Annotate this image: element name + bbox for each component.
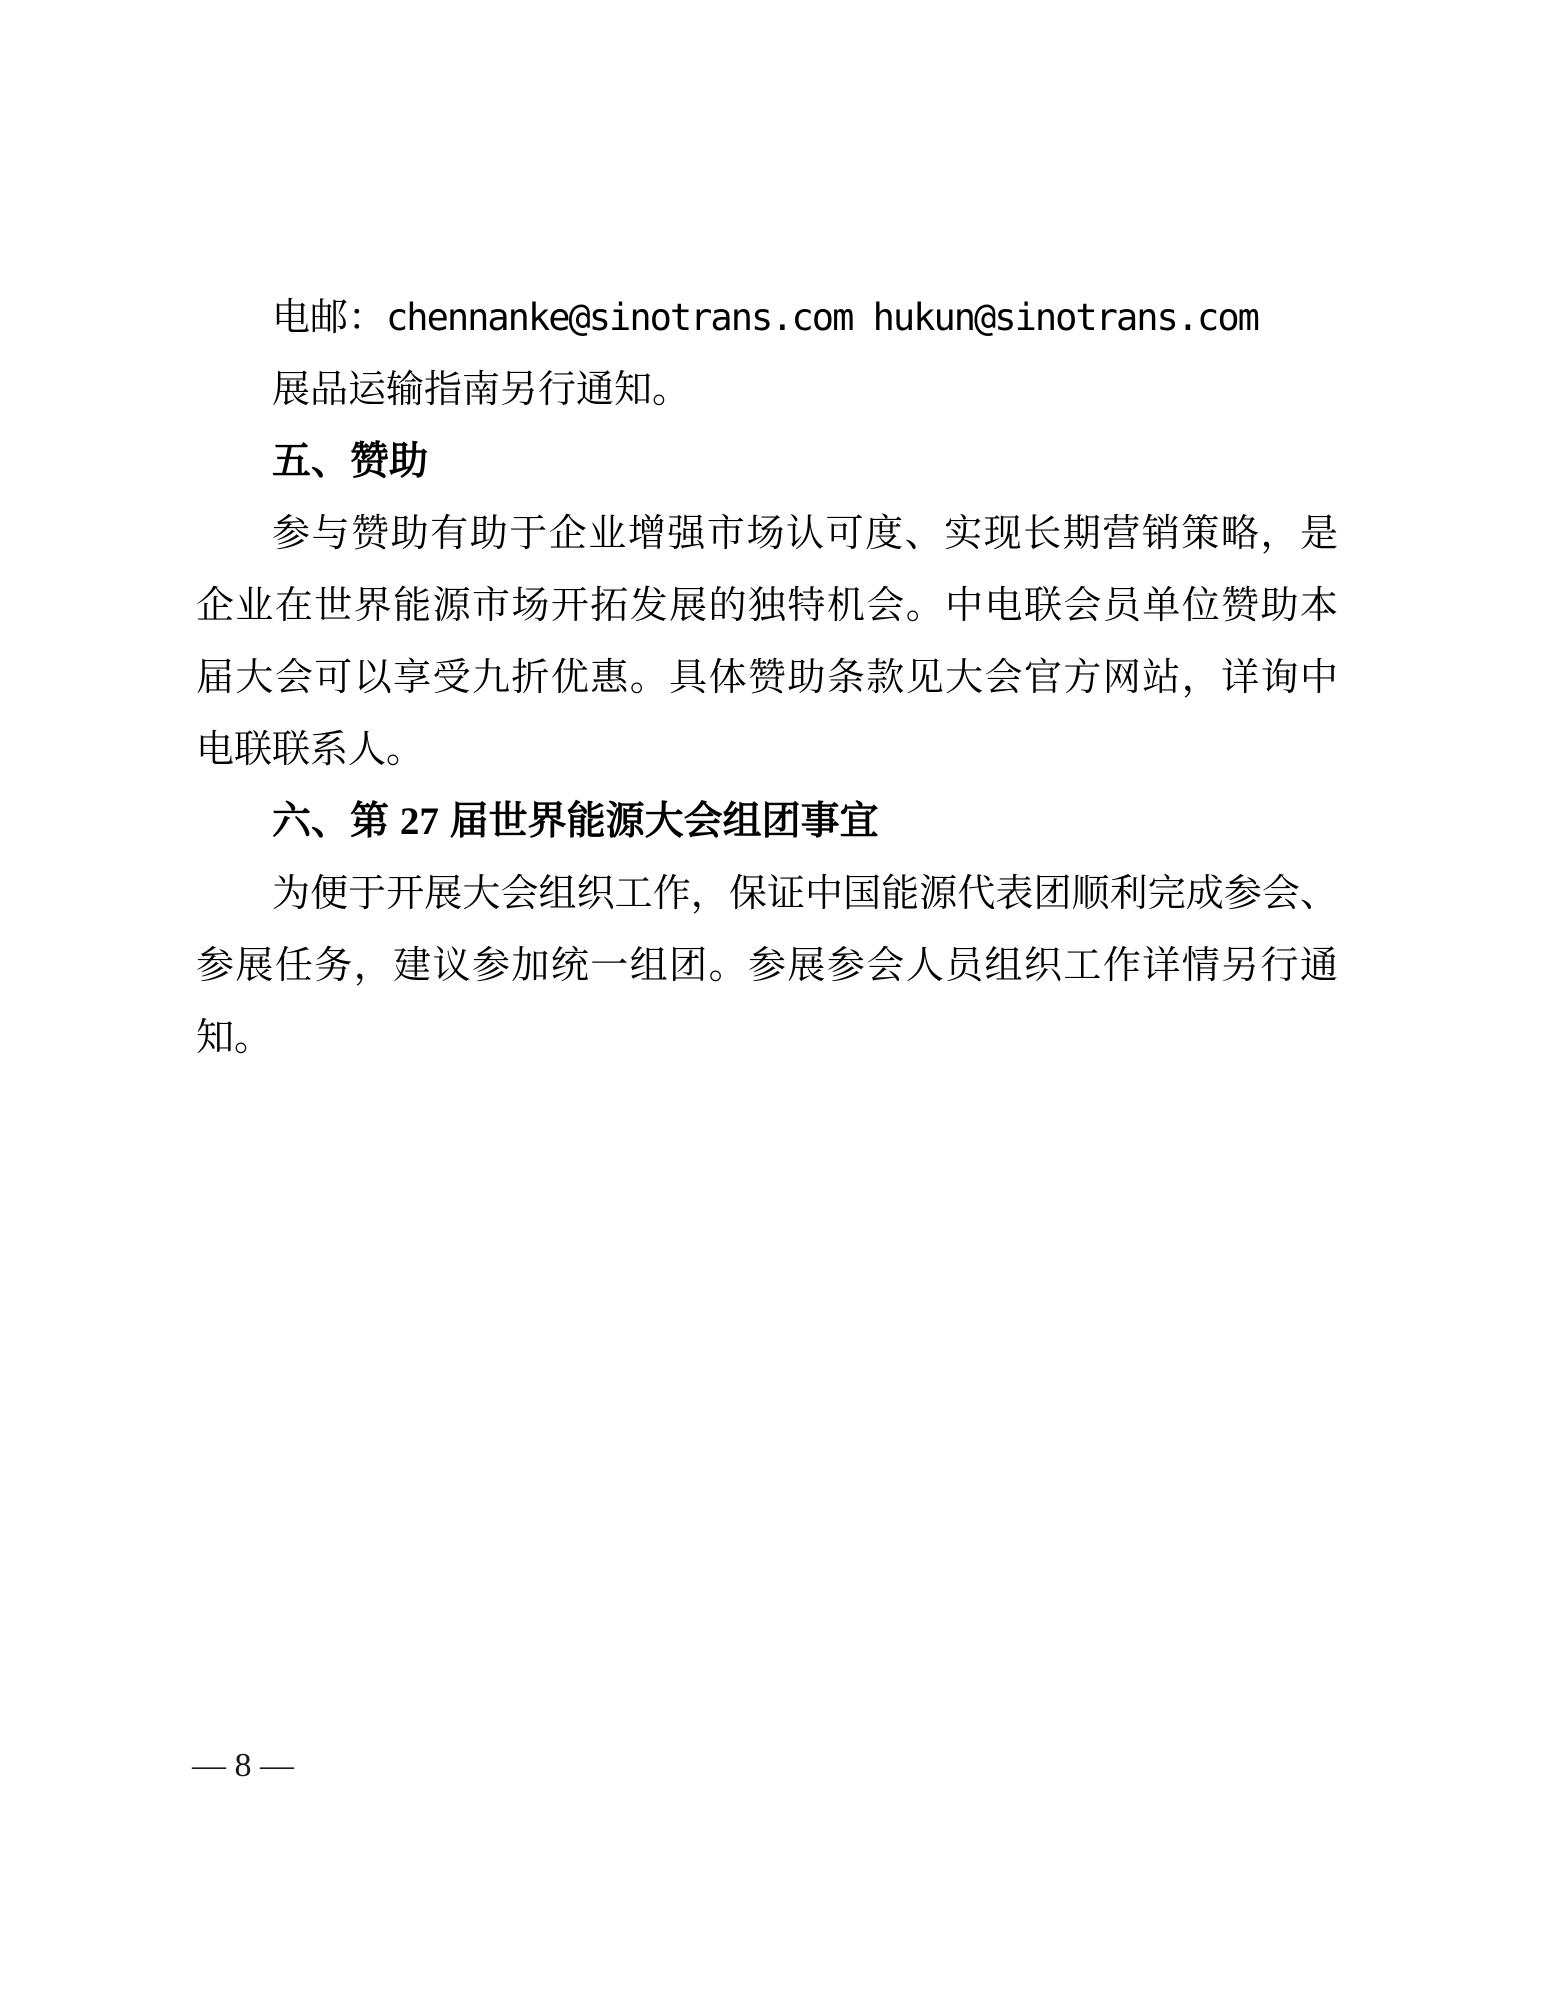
delegation-heading-post: 届世界能源大会组团事宜: [438, 800, 879, 843]
section-delegation-heading: [196, 786, 1338, 858]
delegation-paragraph-line-3: 知。: [196, 1017, 273, 1059]
sponsorship-paragraph-line-3: 届大会可以享受九折优惠。具体赞助条款见大会官方网站，详询中: [196, 657, 1338, 699]
sponsorship-paragraph-line-2: 企业在世界能源市场开拓发展的独特机会。中电联会员单位赞助本: [196, 585, 1338, 627]
email-label: 电邮：: [272, 297, 387, 339]
delegation-heading-pre: 六、第: [272, 800, 400, 843]
delegation-paragraph-line-2: 参展任务，建议参加统一组团。参展参会人员组织工作详情另行通: [196, 945, 1338, 987]
delegation-paragraph-line-1: 为便于开展大会组织工作，保证中国能源代表团顺利完成参会、: [272, 873, 1338, 915]
delegation-heading-number: 27: [399, 800, 439, 843]
page-number: — 8 —: [192, 1747, 294, 1784]
shipping-notice-line: 展品运输指南另行通知。: [272, 369, 691, 411]
email-addresses: chennanke@sinotrans.com hukun@sinotrans.com: [386, 296, 1258, 339]
sponsorship-paragraph-line-4: 电联联系人。: [196, 729, 425, 771]
section-sponsorship-heading: 五、赞助: [272, 440, 429, 483]
sponsorship-paragraph-line-1: 参与赞助有助于企业增强市场认可度、实现长期营销策略，是: [272, 513, 1338, 555]
document-body: [196, 282, 1338, 1074]
contact-email-line: [196, 282, 1338, 354]
